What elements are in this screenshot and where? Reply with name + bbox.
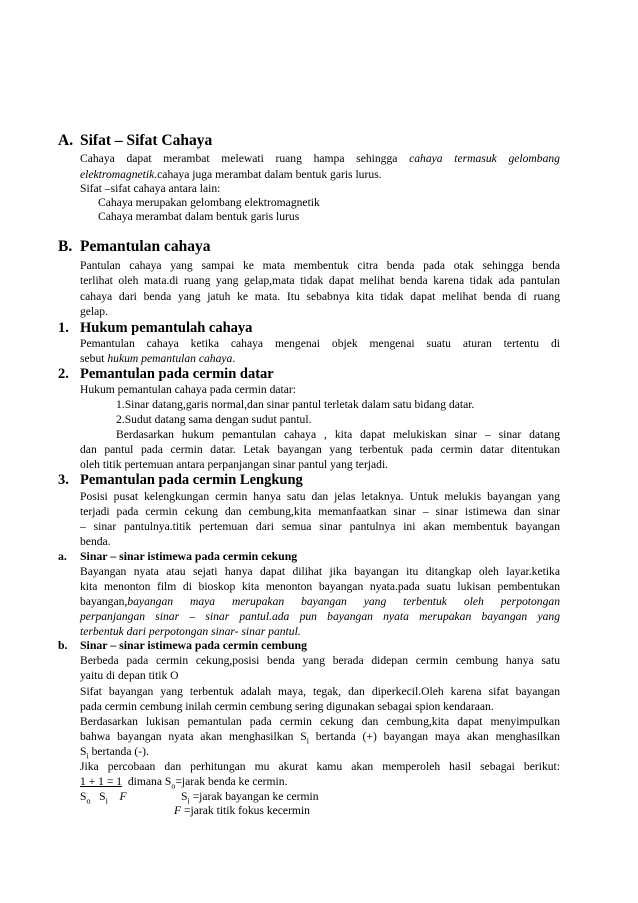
section-1-line	[80, 352, 560, 366]
section-3-line: Posisi pusat kelengkungan cermin hanya satu dan jelas letaknya. Untuk melukis bayangan yang	[80, 490, 560, 503]
subsection-a-label: a.	[58, 549, 67, 563]
section-a-heading	[58, 132, 212, 150]
section-2-line: dan pantul pada cermin datar. Letak bayangan yang terbentuk pada cermin datar ditentukan	[80, 443, 560, 456]
text-run: bertanda (+) bayangan maya akan menghasilkan	[308, 730, 560, 743]
subscript: o	[86, 796, 91, 806]
formula-line	[174, 804, 474, 818]
section-b-line: cahaya dari benda yang jatuh ke mata. Itu sebabnya kita tidak dapat melihat benda di ruang	[80, 290, 560, 303]
text-run-italic: hukum pemantulan cahaya	[107, 352, 233, 365]
section-b-heading	[58, 238, 210, 256]
formula-denominator: S	[99, 790, 106, 803]
section-1-title: Hukum pemantulah cahaya	[80, 320, 253, 336]
subsection-a-line: Bayangan nyata atau sejati hanya dapat dilihat jika bayangan itu ditangkap oleh layar.ketika	[80, 565, 560, 578]
section-1-heading	[58, 320, 252, 337]
section-b-line: gelap.	[80, 305, 109, 318]
text-run: S	[80, 745, 87, 758]
text-run: Cahaya dapat merambat melewati ruang hampa sehingga	[80, 152, 410, 165]
subsection-a-line: terbentuk dari perpotongan sinar- sinar pantul.	[80, 625, 301, 638]
section-a-line	[80, 168, 560, 182]
subsection-b-label: b.	[58, 638, 68, 652]
section-3-line: terjadi pada cermin cekung dan cembung,kita memanfaatkan sinar – sinar istimewa dan sinar	[80, 505, 560, 518]
section-2-line: Berdasarkan hukum pemantulan cahaya , kita dapat melukiskan sinar – sinar datang	[116, 428, 560, 441]
text-run: sebut	[80, 352, 108, 365]
section-1-line: Pemantulan cahaya ketika cahaya mengenai objek mengenai suatu aturan tertentu di	[80, 337, 560, 350]
text-run-italic: cahaya termasuk gelombang	[409, 152, 560, 165]
rule-item: 1.Sinar datang,garis normal,dan sinar pantul terletak dalam satu bidang datar.	[116, 398, 475, 411]
text-run: bahwa bayangan nyata akan menghasilkan S	[80, 730, 307, 743]
text-run: =jarak benda ke cermin.	[175, 775, 288, 788]
section-a-title: Sifat – Sifat Cahaya	[80, 132, 213, 149]
subsection-a-title: Sinar – sinar istimewa pada cermin cekung	[80, 549, 298, 563]
list-item: Cahaya merambat dalam bentuk garis lurus	[98, 210, 300, 223]
section-3-line: benda.	[80, 535, 111, 548]
text-run: S	[181, 790, 188, 803]
section-2-line: oleh titik pertemuan antara perpanjangan sinar pantul yang terjadi.	[80, 458, 389, 471]
subscript: i	[105, 796, 108, 806]
section-2-heading	[58, 366, 274, 383]
text-run: .cahaya juga merambat dalam bentuk garis lurus.	[154, 168, 382, 181]
subsection-b-line: Jika percobaan dan perhitungan mu akurat kamu akan memperoleh hasil sebagai berikut:	[80, 760, 560, 773]
text-run-italic: F	[174, 804, 182, 817]
formula-denominator: S	[80, 790, 87, 803]
subsection-b-line: pada cermin cembung inilah cermin cembung sering digunakan sebagai spion kendaraan.	[80, 700, 494, 713]
subscript: i	[187, 796, 190, 806]
subsection-b-heading	[58, 638, 307, 653]
section-b-line: terlihat oleh mata.di ruang yang gelap,mata tidak dapat melihat benda karena tidak ada pantulan	[80, 274, 560, 287]
text-run: =jarak bayangan ke cermin	[189, 790, 319, 803]
section-2-title: Pemantulan pada cermin datar	[80, 366, 274, 382]
subsection-a-line: kita menonton film di bioskop kita menonton bayangan nyata.pada suatu lukisan pembentukan	[80, 580, 560, 593]
section-b-line: Pantulan cahaya yang sampai ke mata membentuk citra benda pada otak sehingga benda	[80, 259, 560, 272]
subscript: i	[86, 751, 89, 761]
section-2-line: Hukum pemantulan cahaya pada cermin datar:	[80, 383, 297, 396]
text-run: .	[232, 352, 236, 365]
subsection-b-line: Berbeda pada cermin cekung,posisi benda yang berada didepan cermin cembung hanya satu	[80, 654, 560, 667]
section-3-line: – sinar pantulnya.titik pertemuan dari semua sinar pantulnya ini akan membentuk bayangan	[80, 520, 560, 533]
formula-denominator: F	[119, 790, 127, 803]
subsection-a-line	[80, 595, 560, 609]
section-1-label: 1.	[58, 320, 69, 336]
section-b-title: Pemantulan cahaya	[80, 238, 211, 255]
section-3-label: 3.	[58, 472, 69, 488]
section-3-heading	[58, 472, 303, 489]
subsection-b-title: Sinar – sinar istimewa pada cermin cembung	[80, 638, 307, 652]
subsection-b-line: Berdasarkan lukisan pemantulan pada cermin cekung dan cembung,kita dapat menyimpulkan	[80, 715, 560, 728]
subsection-b-line: Sifat bayangan yang terbentuk adalah maya, tegak, dan diperkecil.Oleh karena sifat bayangan	[80, 685, 560, 698]
subsection-a-line: perpanjangan sinar – sinar pantul.ada pun bayangan nyata merupakan bayangan yang	[80, 610, 560, 623]
subscript: i	[306, 736, 309, 746]
subsection-a-heading	[58, 549, 297, 564]
subscript: o	[171, 781, 176, 791]
section-2-label: 2.	[58, 366, 69, 382]
text-run: bayangan,	[80, 595, 128, 608]
section-a-line: Sifat –sifat cahaya antara lain:	[80, 182, 221, 195]
section-a-line	[80, 152, 560, 166]
subsection-b-line: yaitu di depan titik O	[80, 669, 179, 682]
text-run: bertanda (-).	[88, 745, 149, 758]
text-run: dimana S	[127, 775, 172, 788]
section-b-label: B.	[58, 238, 73, 255]
list-item: Cahaya merupakan gelombang elektromagnetik	[98, 196, 320, 209]
text-run-italic: elektromagnetik	[80, 168, 155, 181]
section-3-title: Pemantulan pada cermin Lengkung	[80, 472, 303, 488]
text-run: =jarak titik fokus kecermin	[181, 804, 310, 817]
section-a-label: A.	[58, 132, 74, 149]
rule-item: 2.Sudut datang sama dengan sudut pantul.	[116, 413, 312, 426]
text-run-italic: bayangan maya merupakan bayangan yang terbentuk oleh perpotongan	[127, 595, 560, 608]
formula-fraction: 1 + 1 = 1	[80, 775, 123, 788]
